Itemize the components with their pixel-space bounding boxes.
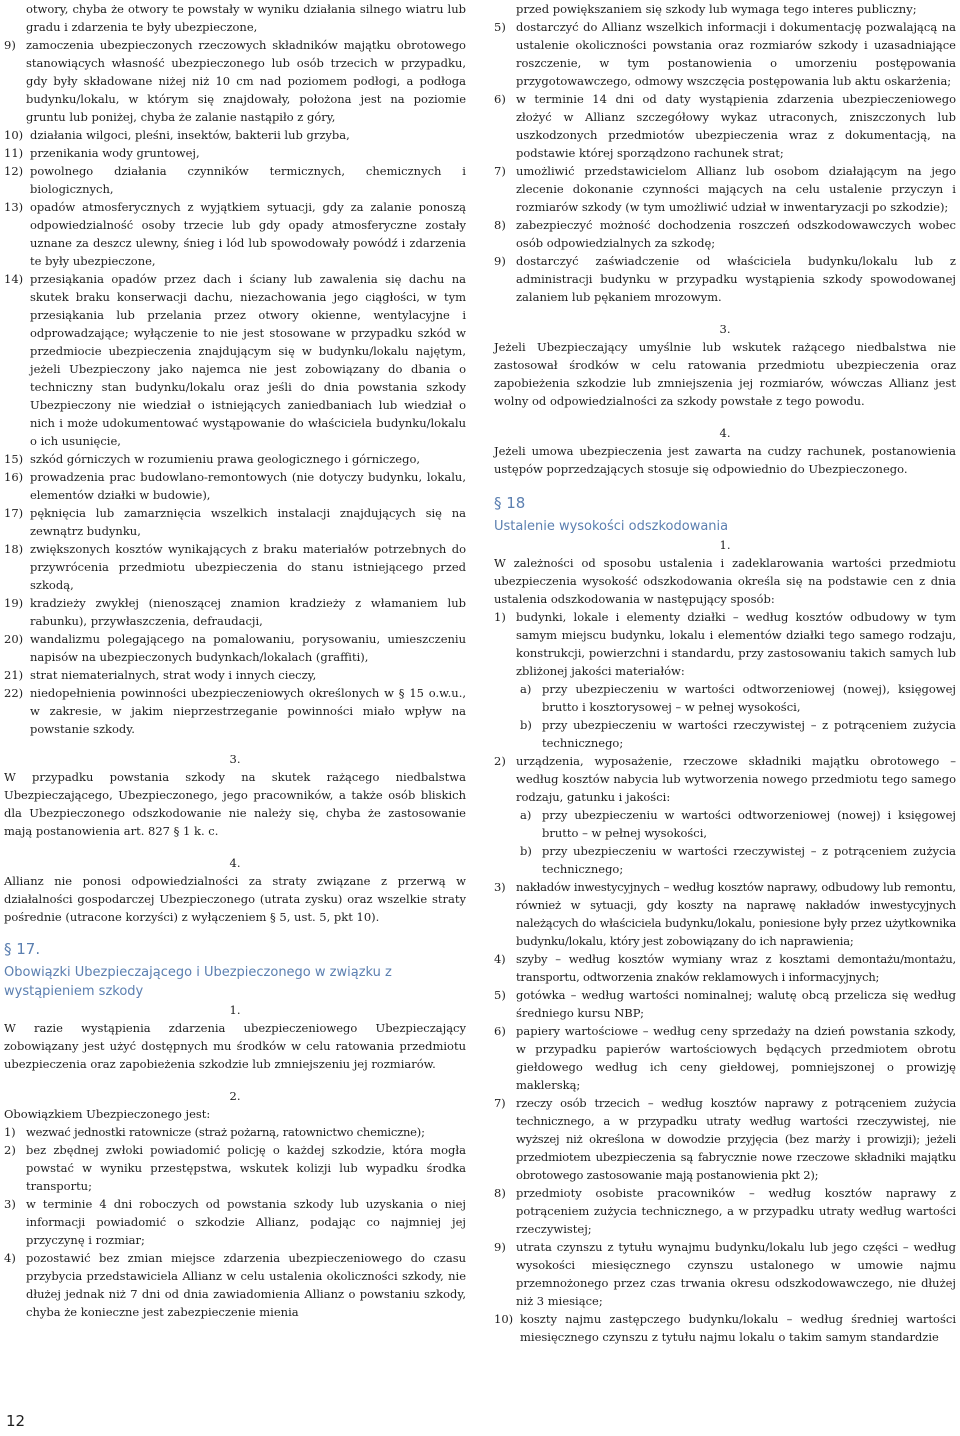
list-item: 10) działania wilgoci, pleśni, insektów, bakterii lub grzyba, (4, 128, 350, 142)
obligations-list-continued (494, 18, 956, 306)
intro-text: otwory, chyba że otwory te powstały w wyniku działania silnego wiatru lub gradu i zdarzenia te były ubezpieczone, (26, 2, 466, 34)
list-item: 7) umożliwić przedstawicielom Allianz lub osobom działającym na jego zlecenie dokonanie czynności mających na celu ustalenie przyczyn i rozmiarów szkody (w tym umożliwić udział w inwentaryzacji po szkodzie); (494, 164, 956, 214)
paragraph-text: Jeżeli umowa ubezpieczenia jest zawarta na cudzy rachunek, postanowienia ustępów poprzedzających stosuje się odpowiednio do Ubezpieczonego. (494, 444, 956, 476)
paragraph-number: 1. (719, 538, 731, 552)
list-item: 4) pozostawić bez zmian miejsce zdarzenia ubezpieczeniowego do czasu przybycia przedstawiciela Allianz w celu ustalenia okoliczności szkody, nie dłużej jednak niż 7 dni od dnia zawiadomienia Allianz o powstaniu szkody, chyba że konieczne jest zabezpieczenie mienia (4, 1251, 466, 1319)
left-column (4, 0, 466, 1321)
section-number: § 18 (494, 494, 526, 512)
paragraph-number: 3. (229, 752, 241, 766)
list-item: 5) dostarczyć do Allianz wszelkich informacji i dokumentację pozwalającą na ustalenie okoliczności powstania oraz rozmiarów szkody i uzasadniające roszczenie, w tym postanowienia o umorzeniu postępowania przygotowawczego, odmowy wszczęcia postępowania lub aktu oskarżenia; (494, 20, 956, 88)
section-heading (494, 494, 956, 536)
list-item: 7) rzeczy osób trzecich – według kosztów naprawy z potrąceniem zużycia technicznego, a w przypadku utraty według wartości rzeczywistej, nie wyższej niż określona w dowodzie przyjęcia (bez marży i prowizji); jeżeli przedmiotem ubezpieczenia są fabrycznie nowe rzeczowe składniki majątku obrotowego zastosowanie mają postanowienia pkt 2); (494, 1096, 956, 1182)
list-item: 16) prowadzenia prac budowlano-remontowych (nie dotyczy budynku, lokalu, elementów działki w budowie), (4, 470, 466, 502)
paragraph-text: W przypadku powstania szkody na skutek rażącego niedbalstwa Ubezpieczającego, Ubezpieczonego, jego pracowników, a także osób bliskich dla Ubezpieczonego odszkodowanie nie należy się, chyba że zastosowanie mają postanowienia art. 827 § 1 k. c. (4, 770, 466, 838)
list-item: 12) powolnego działania czynników termicznych, chemicznych i biologicznych, (4, 164, 466, 196)
list-item: 11) przenikania wody gruntowej, (4, 146, 200, 160)
list-item: 13) opadów atmosferycznych z wyjątkiem sytuacji, gdy za zalanie ponoszą odpowiedzialność osoby trzecie lub gdy opady atmosferyczne zostały uznane za deszcz ulewny, śnieg i lód lub spowodowały powódź i zdarzenia te były ubezpieczone, (4, 200, 466, 268)
list-item: 3) w terminie 4 dni roboczych od powstania szkody lub uzyskania o niej informacji powiadomić o szkodzie Allianz, podając co najmniej jej przyczynę i rozmiar; (4, 1197, 466, 1247)
list-item: 20) wandalizmu polegającego na pomalowaniu, porysowaniu, umieszczeniu napisów na ubezpieczonych budynkach/lokalach (graffiti), (4, 632, 466, 664)
paragraph-number: 3. (719, 322, 731, 336)
paragraph-text: W zależności od sposobu ustalenia i zadeklarowania wartości przedmiotu ubezpieczenia wysokość odszkodowania określa się na podstawie cen z dnia ustalenia odszkodowania w następujący sposób: (494, 556, 956, 606)
list-item: 6) w terminie 14 dni od daty wystąpienia zdarzenia ubezpieczeniowego złożyć w Allianz szczegółowy wykaz utraconych, zniszczonych lub uszkodzonych przedmiotów ubezpieczenia wraz z dokumentacją, na podstawie której sporządzono rachunek strat; (494, 92, 956, 160)
right-column (494, 0, 956, 1346)
sub-item: b) przy ubezpieczeniu w wartości rzeczywistej – z potrąceniem zużycia technicznego; (520, 718, 956, 750)
paragraph-number: 1. (229, 1003, 241, 1017)
paragraph-text: Jeżeli Ubezpieczający umyślnie lub wskutek rażącego niedbalstwa nie zastosował środków w celu ratowania przedmiotu ubezpieczenia oraz zapobieżenia szkodzie lub zmniejszenia jej rozmiarów, wówczas Allianz jest wolny od odpowiedzialności za szkody powstałe z tego powodu. (494, 340, 956, 408)
page-number: 12 (6, 1412, 26, 1430)
paragraph-text: W razie wystąpienia zdarzenia ubezpieczeniowego Ubezpieczający zobowiązany jest użyć dostępnych mu środków w celu ratowania przedmiotu ubezpieczenia oraz zapobieżenia szkodzie lub zmniejszeniu jej rozmiarów. (4, 1021, 466, 1071)
section-number: § 17. (4, 940, 41, 958)
list-item: 22) niedopełnienia powinności ubezpieczeniowych określonych w § 15 o.w.u., w zakresie, w jakim nieprzestrzeganie powinności miało wpływ na powstanie szkody. (4, 686, 466, 736)
list-item: 8) zabezpieczyć możność dochodzenia roszczeń odszkodowawczych wobec osób odpowiedzialnych za szkodę; (494, 218, 956, 250)
list-item: 19) kradzieży zwykłej (nienoszącej znamion kradzieży z włamaniem lub rabunku), przywłaszczenia, defraudacji, (4, 596, 466, 628)
paragraph-text: Allianz nie ponosi odpowiedzialności za straty związane z przerwą w działalności gospodarczej Ubezpieczonego (utrata zysku) oraz wszelkie straty pośrednie (utracone korzyści) z wyłączeniem § 5, ust. 5, pkt 10). (4, 874, 466, 924)
list-item: 2) bez zbędnej zwłoki powiadomić policję o każdej szkodzie, która mogła powstać w wyniku przestępstwa, wskutek kolizji lub wypadku środka transportu; (4, 1143, 466, 1193)
list-item: 4) szyby – według kosztów wymiany wraz z kosztami demontażu/montażu, transportu, odtworzenia znaków reklamowych i informacyjnych; (494, 952, 956, 984)
list-item: 14) przesiąkania opadów przez dach i ściany lub zawalenia się dachu na skutek braku konserwacji dachu, niezachowania jego ciągłości, w tym przesiąkania lub przelania przez otwory okienne, wentylacyjne i odprowadzające; wyłączenie to nie jest stosowane w przypadku szkód w przedmiocie ubezpieczenia znajdującym się w budynku/lokalu najętym, jeżeli Ubezpieczony jako najemca nie jest zobowiązany do dbania o techniczny stan budynku/lokalu oraz jeśli do dnia powstania szkody Ubezpieczony nie wiedział o istniejących zaniedbaniach lub wiedział o nich i może udokumentować wystąpowanie do właściciela budynku/lokalu o ich usunięcie, (4, 272, 466, 448)
section-title: Obowiązki Ubezpieczającego i Ubezpieczonego w związku z wystąpieniem szkody (4, 965, 392, 999)
exclusions-list (4, 36, 466, 738)
obligations-list (4, 1123, 466, 1321)
list-item: 9) zamoczenia ubezpieczonych rzeczowych składników majątku obrotowego stanowiących własność ubezpieczonego lub osób trzecich w przypadku, gdy były składowane niżej niż 10 cm nad poziomem podłogi, a podłoga budynku/lokalu, w którym się znajdowały, położona jest na poziomie gruntu lub poniżej, chyba że zalanie nastąpiło z góry, (4, 38, 466, 124)
paragraph-number: 4. (719, 426, 731, 440)
list-item: 1) wezwać jednostki ratownicze (straż pożarną, ratownictwo chemiczne); (4, 1125, 425, 1139)
paragraph-text: Obowiązkiem Ubezpieczonego jest: (4, 1107, 211, 1121)
continued-item-4 (494, 0, 956, 18)
list-item: 3) nakładów inwestycyjnych – według kosztów naprawy, odbudowy lub remontu, również w sytuacji, gdy koszty na naprawę nakładów inwestycyjnych należących do właściciela budynku/lokalu, poniesione były przez użytkownika budynku/lokalu, który jest zobowiązany do ich naprawienia; (494, 880, 956, 948)
list-item: 10) koszty najmu zastępczego budynku/lokalu – według średniej wartości miesięcznego czynszu z tytułu najmu lokalu o takim samym standardzie (494, 1312, 956, 1344)
list-item: 6) papiery wartościowe – według ceny sprzedaży na dzień powstania szkody, w przypadku papierów wartościowych będących przedmiotem obrotu giełdowego według ich ceny giełdowej, pomniejszonej o prowizję maklerską; (494, 1024, 956, 1092)
paragraph-number: 2. (229, 1089, 241, 1103)
paragraph-number: 4. (229, 856, 241, 870)
list-item: 17) pęknięcia lub zamarznięcia wszelkich instalacji znajdujących się na zewnątrz budynku, (4, 506, 466, 538)
list-item: 9) dostarczyć zaświadczenie od właściciela budynku/lokalu lub z administracji budynku w przypadku wystąpienia szkody spowodowanej zalaniem lub pękaniem mrozowym. (494, 254, 956, 304)
continued-item-8 (4, 0, 466, 36)
list-item: 5) gotówka – według wartości nominalnej; walutę obcą przelicza się według średniego kursu NBP; (494, 988, 956, 1020)
valuation-list (494, 608, 956, 1346)
sub-item: b) przy ubezpieczeniu w wartości rzeczywistej – z potrąceniem zużycia technicznego; (520, 844, 956, 876)
list-item: 21) strat niematerialnych, strat wody i innych cieczy, (4, 668, 317, 682)
list-item: 2) urządzenia, wyposażenie, rzeczowe składniki majątku obrotowego – według kosztów nabycia lub wytworzenia nowego przedmiotu tego samego rodzaju, gatunku i jakości: (494, 754, 956, 804)
section-title: Ustalenie wysokości odszkodowania (494, 519, 729, 534)
list-item: 8) przedmioty osobiste pracowników – według kosztów naprawy z potrąceniem zużycia technicznego, a w przypadku utraty według wartości rzeczywistej; (494, 1186, 956, 1236)
intro-text: przed powiększaniem się szkody lub wymaga tego interes publiczny; (516, 2, 917, 16)
list-item: 15) szkód górniczych w rozumieniu prawa geologicznego i górniczego, (4, 452, 421, 466)
sub-item: a) przy ubezpieczeniu w wartości odtworzeniowej (nowej), księgowej brutto i kosztorysowej – w pełnej wysokości, (520, 682, 956, 714)
list-item: 18) zwiększonych kosztów wynikających z braku materiałów potrzebnych do przywrócenia przedmiotu ubezpieczenia do stanu istniejącego przed szkodą, (4, 542, 466, 592)
section-heading (4, 940, 466, 1001)
sub-item: a) przy ubezpieczeniu w wartości odtworzeniowej (nowej) i księgowej brutto – w pełnej wysokości, (520, 808, 956, 840)
list-item: 9) utrata czynszu z tytułu wynajmu budynku/lokalu lub jego części – według wysokości miesięcznego czynszu ustalonego w umowie najmu przemnożonego przez czas trwania okresu odszkodowawczego, nie dłużej niż 3 miesiące; (494, 1240, 956, 1308)
list-item: 1) budynki, lokale i elementy działki – według kosztów odbudowy w tym samym miejscu budynku, lokalu i elementów działki tego samego rodzaju, konstrukcji, powierzchni i standardu, przy zastosowaniu takich samych lub zbliżonej jakości materiałów: (494, 610, 956, 678)
